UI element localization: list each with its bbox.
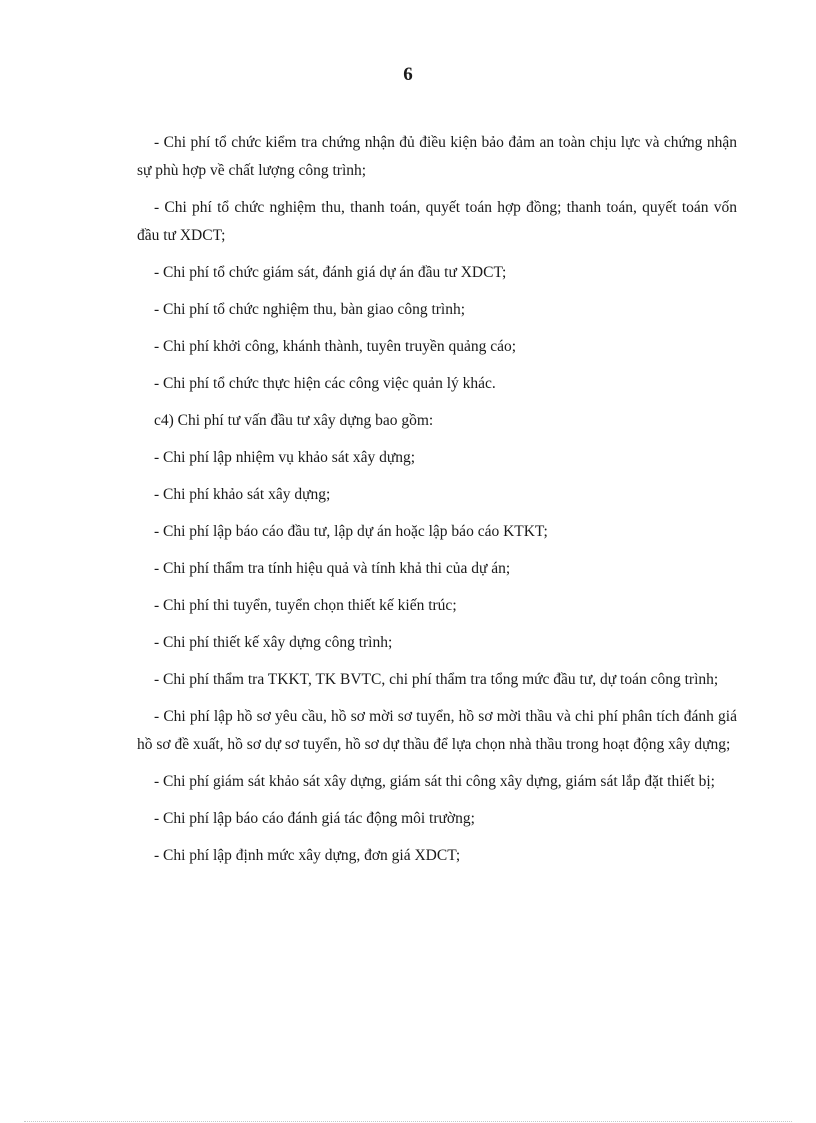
paragraph: - Chi phí thẩm tra TKKT, TK BVTC, chi phí thẩm tra tổng mức đầu tư, dự toán công trình; xyxy=(154,671,719,688)
paragraph: - Chi phí thiết kế xây dựng công trình; xyxy=(154,634,393,651)
page-bottom-divider xyxy=(24,1121,792,1122)
paragraph: - Chi phí thẩm tra tính hiệu quả và tính khả thi của dự án; xyxy=(154,560,511,577)
paragraph: - Chi phí lập báo cáo đầu tư, lập dự án hoặc lập báo cáo KTKT; xyxy=(154,523,548,540)
paragraph: - Chi phí tổ chức nghiệm thu, bàn giao công trình; xyxy=(154,301,466,318)
section-heading: c4) Chi phí tư vấn đầu tư xây dựng bao gồm: xyxy=(154,412,434,429)
paragraph: - Chi phí tổ chức thực hiện các công việc quản lý khác. xyxy=(154,375,496,392)
paragraph: - Chi phí tổ chức nghiệm thu, thanh toán, quyết toán hợp đồng; thanh toán, quyết toán vốn đầu tư XDCT; xyxy=(137,199,737,244)
paragraph: - Chi phí lập nhiệm vụ khảo sát xây dựng; xyxy=(154,449,416,466)
paragraph: - Chi phí khởi công, khánh thành, tuyên truyền quảng cáo; xyxy=(154,338,517,355)
paragraph: - Chi phí giám sát khảo sát xây dựng, giám sát thi công xây dựng, giám sát lắp đặt thiết bị; xyxy=(154,773,715,790)
paragraph: - Chi phí tổ chức giám sát, đánh giá dự án đầu tư XDCT; xyxy=(154,264,507,281)
paragraph: - Chi phí tổ chức kiểm tra chứng nhận đủ điều kiện bảo đảm an toàn chịu lực và chứng nhận sự phù hợp về chất lượng công trình; xyxy=(137,134,737,179)
page-number: 6 xyxy=(403,64,413,85)
paragraph: - Chi phí thi tuyển, tuyển chọn thiết kế kiến trúc; xyxy=(154,597,457,614)
paragraph: - Chi phí lập định mức xây dựng, đơn giá XDCT; xyxy=(154,847,461,864)
paragraph: - Chi phí lập báo cáo đánh giá tác động môi trường; xyxy=(154,810,475,827)
paragraph: - Chi phí lập hồ sơ yêu cầu, hồ sơ mời sơ tuyển, hồ sơ mời thầu và chi phí phân tích đánh giá hồ sơ đề xuất, hồ sơ dự sơ tuyển, hồ sơ dự thầu để lựa chọn nhà thầu trong hoạt động xây dựng; xyxy=(137,708,737,753)
document-body xyxy=(137,129,737,879)
paragraph: - Chi phí khảo sát xây dựng; xyxy=(154,486,331,503)
